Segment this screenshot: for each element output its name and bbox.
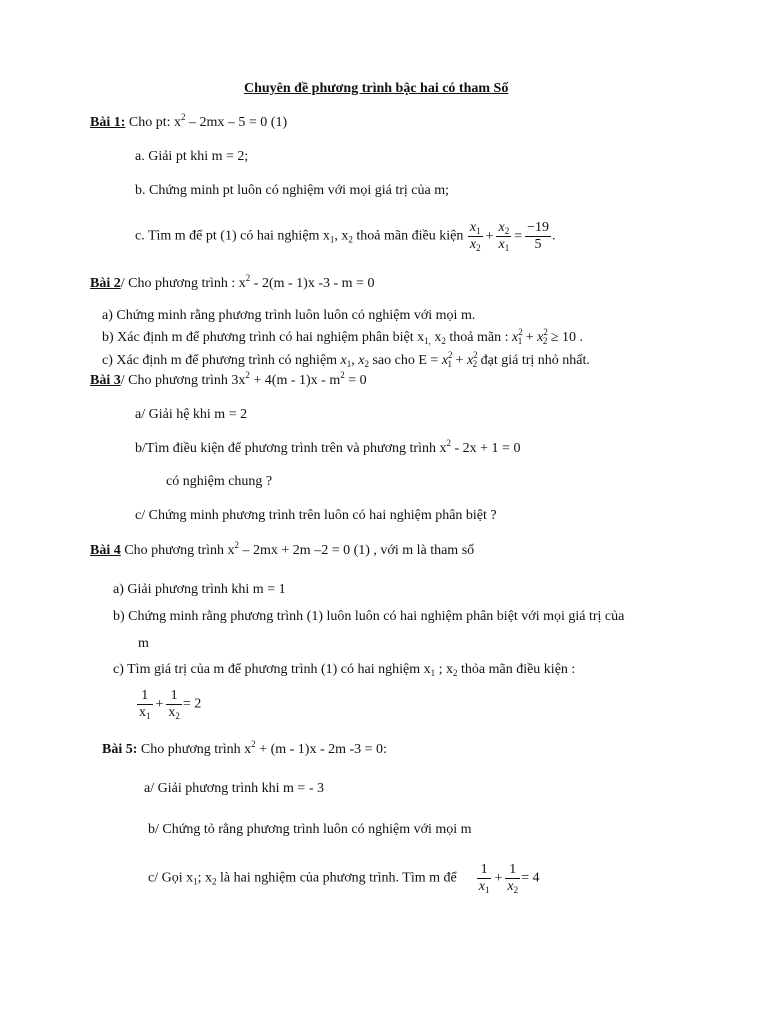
bai4-part-b: b) Chứng minh rằng phương trình (1) luôn luôn có hai nghiệm phân biệt với mọi giá trị của (113, 609, 625, 624)
bai4-part-a: a) Giải phương trình khi m = 1 (113, 582, 286, 597)
bai4-condition: $\frac{1}{x_1}$ + $\frac{1}{x_2}$ = 2 (139, 688, 202, 721)
bai5-part-b: b/ Chứng tỏ rằng phương trình luôn có nghiệm với mọi m (148, 822, 472, 837)
bai4-part-c: c) Tìm giá trị của m để phương trình (1) có hai nghiệm $x_1$ ; $x_2$ thỏa mãn điều kiện : (113, 662, 576, 678)
bai3-part-b-cont: có nghiệm chung ? (166, 474, 273, 489)
bai1-label: Bài 1: (90, 115, 126, 130)
bai1-part-b: b. Chứng minh pt luôn có nghiệm với mọi giá trị của m; (135, 183, 450, 198)
bai4-label: Bài 4 (90, 543, 121, 558)
bai2-statement: Bài 2/ Cho phương trình : $x^2 - 2(m - 1)x$ -3 - m = 0 (90, 273, 375, 291)
bai3-label: Bài 3 (90, 373, 121, 388)
bai5-label: Bài 5: (102, 742, 138, 757)
bai3-part-b: b/Tìm điều kiện để phương trình trên và phương trình $x^2 - 2x + 1 = 0$ (135, 438, 521, 456)
bai5-part-c: c/ Gọi $x_1$; $x_2$ là hai nghiệm của phương trình. Tìm m để $\frac{1}{x_1}$ + $\frac{1}{x_2}$ = 4 (148, 862, 540, 895)
bai2-part-b: b) Xác định m để phương trình có hai nghiệm phân biệt $x_{1,}$ $x_2$ thoả mãn : $x^2_1 + x^2_2 \ge 10$ . (102, 327, 584, 346)
bai1-part-a: a. Giải pt khi m = 2; (135, 149, 249, 164)
bai2-part-a: a) Chứng minh rằng phương trình luôn luôn có nghiệm với mọi m. (102, 308, 476, 323)
bai2-label: Bài 2 (90, 276, 121, 291)
bai4-statement: Bài 4 Cho phương trình $x^2 - 2mx + 2m$ –2 = 0 (1) , với m là tham số (90, 540, 475, 558)
bai1-fraction-2: $\frac{x_2}{x_1}$ (498, 220, 510, 253)
bai1-fraction-3: $\frac{-19}{5}$ (527, 220, 549, 252)
bai4-part-b-cont: m (138, 636, 149, 651)
bai5-part-a: a/ Giải phương trình khi m = - 3 (144, 781, 324, 796)
bai2-part-c: c) Xác định m để phương trình có nghiệm $x_1$, $x_2$ sao cho $E = x^2_1 + x^2_2$ đạt giá trị nhỏ nhất. (102, 350, 590, 369)
bai5-statement: Bài 5: Cho phương trình $x^2 + (m - 1)x - 2m$ -3 = 0: (102, 739, 387, 757)
bai4-fraction-2: $\frac{1}{x_2}$ (168, 688, 180, 721)
bai1-statement: Bài 1: Cho pt: $x^2 - 2mx - 5 = 0$ (1) (90, 112, 288, 130)
bai3-statement: Bài 3/ Cho phương trình $3x^2 + 4(m - 1)x - m^2 = 0$ (90, 370, 367, 388)
bai1-part-c: c. Tìm m để pt (1) có hai nghiệm $x_1$, $x_2$ thoả mãn điều kiện $\frac{x_1}{x_2}$ + $\frac{x_2}{x_1}$ = $\frac{-19}{5}$ . (135, 220, 556, 253)
bai5-fraction-2: $\frac{1}{x_2}$ (507, 862, 519, 895)
bai5-fraction-1: $\frac{1}{x_1}$ (478, 862, 490, 895)
bai3-part-a: a/ Giải hệ khi m = 2 (135, 407, 248, 422)
bai4-fraction-1: $\frac{1}{x_1}$ (139, 688, 151, 721)
bai3-part-c: c/ Chứng minh phương trình trên luôn có hai nghiệm phân biệt ? (135, 508, 497, 523)
page-title: Chuyên đề phương trình bậc hai có tham Số (244, 81, 509, 96)
bai1-fraction-1: $\frac{x_1}{x_2}$ (469, 220, 481, 253)
